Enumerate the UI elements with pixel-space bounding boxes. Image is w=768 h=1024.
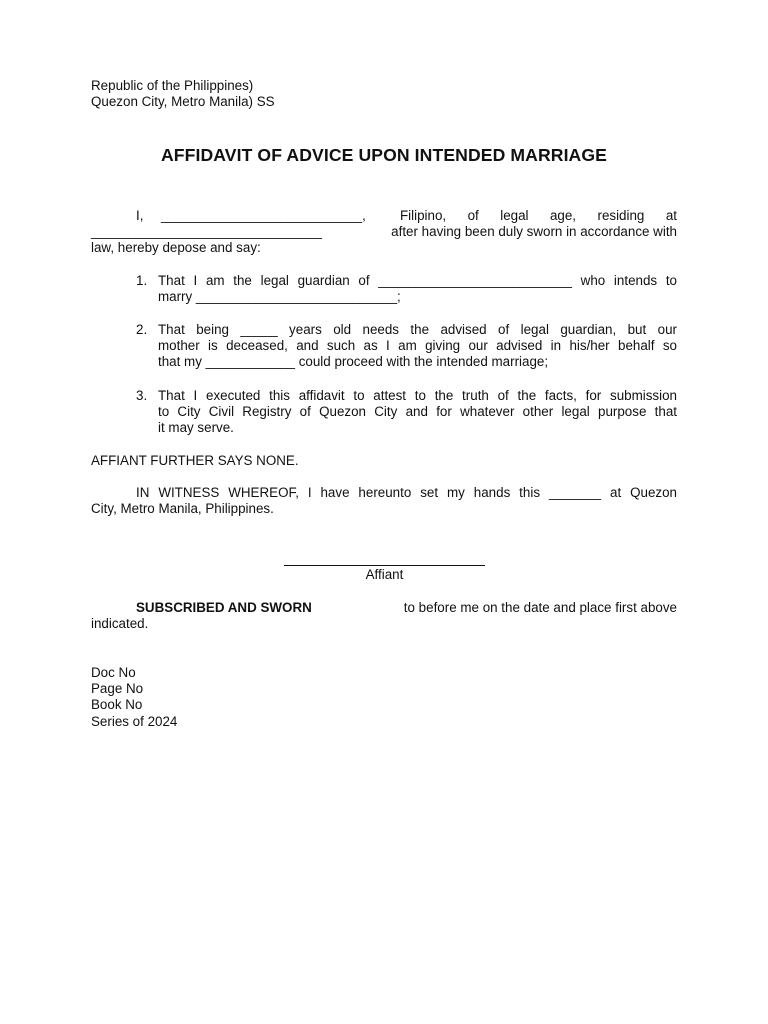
venue-line-2: Quezon City, Metro Manila) SS [91,94,275,110]
item-number: 1. [136,273,148,288]
item-body [158,388,677,437]
intro-line-1-rest [400,208,677,224]
intro-line-2-text: after having been duly sworn in accordance with [391,224,677,239]
item-line: That I am the legal guardian of __________________________ who intends to [158,273,677,288]
intro-line-1-text: Filipino, of legal age, residing at [400,208,677,223]
intro-pronoun: I, [136,208,144,223]
subscribed-line-1 [91,600,677,616]
intro-line-2 [91,224,677,240]
book-no: Book No [91,697,143,713]
residence-blank: _______________________________ [91,224,322,239]
item-body [158,322,677,371]
item-line: That being _____ years old needs the advised of legal guardian, but our [158,322,677,337]
item-line: it may serve. [158,420,234,436]
notary-entries [91,665,677,730]
witness-paragraph [91,485,677,517]
intro-line-3: law, hereby depose and say: [91,240,261,255]
venue-header [91,78,677,110]
further-says-none: AFFIANT FURTHER SAYS NONE. [91,453,299,468]
item-number: 2. [136,322,148,337]
signature-line [284,565,485,566]
venue-line-1: Republic of the Philippines) [91,78,254,93]
document-title: AFFIDAVIT OF ADVICE UPON INTENDED MARRIAGE [160,145,607,165]
subscribed-rest: to before me on the date and place first above [403,600,677,615]
page-no: Page No [91,681,144,697]
item-line: to City Civil Registry of Quezon City and for whatever other legal purpose that [158,404,677,420]
affiant-label: Affiant [365,567,404,582]
item-line: That I executed this affidavit to attest to the truth of the facts, for submission [158,388,677,403]
intro-paragraph [91,208,677,256]
item-number: 3. [136,388,148,403]
witness-line-1: IN WITNESS WHEREOF, I have hereunto set my hands this _______ at Quezon [136,485,677,500]
subscribed-line-2: indicated. [91,616,149,631]
subscribed-bold: SUBSCRIBED AND SWORN [136,600,312,615]
affiant-name-blank: ___________________________, [161,208,366,223]
doc-no: Doc No [91,665,136,680]
witness-line-2: City, Metro Manila, Philippines. [91,501,274,517]
subscribed-paragraph [91,600,677,632]
item-line: that my ____________ could proceed with the intended marriage; [158,354,549,370]
item-line: marry ___________________________; [158,289,401,305]
item-line: mother is deceased, and such as I am giving our advised in his/her behalf so [158,338,677,354]
series: Series of 2024 [91,713,178,729]
intro-line-1 [91,208,677,224]
item-body [158,273,677,305]
